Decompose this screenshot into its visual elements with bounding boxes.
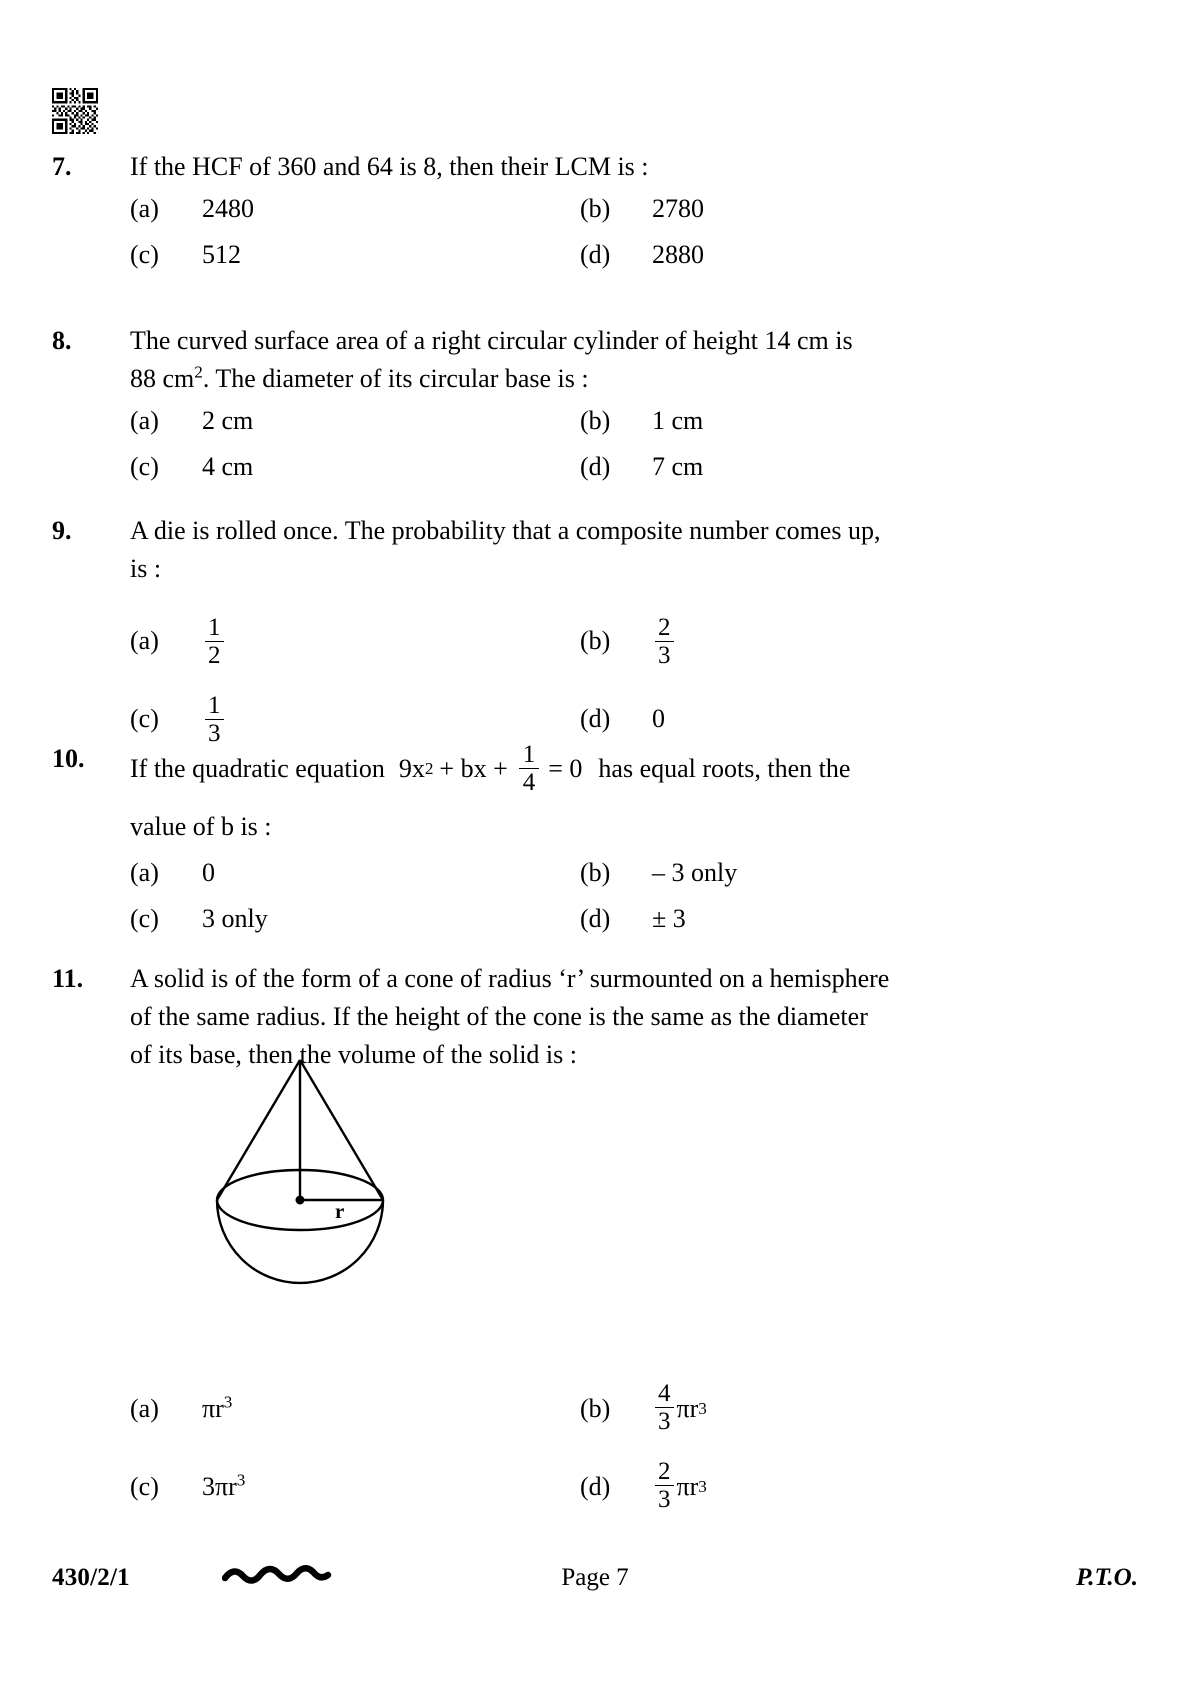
cone-on-hemisphere-diagram	[175, 1052, 425, 1297]
question-7-option-c[interactable]	[130, 232, 580, 278]
equation-lead: 9x	[398, 754, 425, 783]
fraction-four-thirds	[655, 1380, 674, 1435]
question-10-number: 10.	[52, 744, 85, 773]
option-d-key: (d)	[580, 1472, 611, 1501]
option-b-value: – 3 only	[652, 858, 738, 887]
question-10-text-line2: value of b is :	[130, 812, 272, 841]
question-10	[52, 740, 1062, 942]
numerator: 4	[658, 1379, 671, 1407]
option-d-key: (d)	[580, 704, 611, 733]
denominator: 2	[205, 641, 224, 669]
question-8-number: 8.	[52, 326, 72, 355]
denominator: 3	[655, 1485, 674, 1513]
question-7-number: 7.	[52, 152, 72, 181]
question-8-text-tail: . The diameter of its circular base is :	[202, 364, 589, 393]
page-number: Page 7	[561, 1564, 629, 1591]
equation-middle: + bx +	[439, 754, 508, 783]
question-10-option-a[interactable]	[130, 850, 580, 896]
question-9-option-a[interactable]	[130, 602, 580, 680]
page-footer	[52, 1561, 1138, 1595]
question-8-text-line1: The curved surface area of a right circular cylinder of height 14 cm is	[130, 326, 853, 355]
denominator: 3	[655, 641, 674, 669]
pto-label: P.T.O.	[1076, 1564, 1138, 1591]
option-c-value: 4 cm	[202, 452, 254, 481]
question-8	[52, 322, 1062, 490]
denominator: 4	[519, 768, 540, 796]
option-c-key: (c)	[130, 1472, 159, 1501]
option-b-key: (b)	[580, 1394, 611, 1423]
fraction-one-third	[205, 692, 224, 747]
pi-r-term: πr	[202, 1394, 224, 1423]
question-7-options	[130, 186, 1062, 278]
option-d-key: (d)	[580, 452, 611, 481]
question-9-option-b[interactable]	[580, 602, 1062, 680]
cylinder-area-value: 88 cm	[130, 364, 195, 393]
question-11-option-a[interactable]	[130, 1370, 580, 1448]
fraction-one-half	[205, 614, 224, 669]
numerator: 1	[208, 613, 221, 641]
quadratic-equation: 9x 2 + bx + $\frac{1}{4}$ = 0	[399, 740, 583, 798]
question-10-options	[130, 850, 1062, 942]
question-7	[52, 148, 1062, 278]
numerator: 1	[208, 691, 221, 719]
option-a-value: 0	[202, 858, 215, 887]
question-8-text-line2	[130, 360, 1062, 398]
option-b-value: $\frac{4}{3}$ πr 3	[652, 1370, 707, 1448]
question-11-number: 11.	[52, 964, 84, 993]
option-c-key: (c)	[130, 240, 159, 269]
question-8-option-c[interactable]	[130, 444, 580, 490]
paper-code: 430/2/1	[52, 1564, 130, 1591]
question-7-option-a[interactable]	[130, 186, 580, 232]
question-10-text-line1	[130, 740, 1062, 798]
denominator: 3	[205, 719, 224, 747]
question-9-number: 9.	[52, 516, 72, 545]
question-7-option-b[interactable]	[580, 186, 1062, 232]
denominator: 3	[655, 1407, 674, 1435]
fraction-two-thirds	[655, 1458, 674, 1513]
option-a-key: (a)	[130, 626, 159, 655]
option-b-value: 1 cm	[652, 406, 704, 435]
option-b-value	[652, 602, 677, 680]
question-10-text-pre: If the quadratic equation	[130, 754, 385, 783]
option-a-key: (a)	[130, 858, 159, 887]
question-10-option-b[interactable]	[580, 850, 1062, 896]
question-11-option-b[interactable]	[580, 1370, 1062, 1448]
option-a-value: 2480	[202, 194, 254, 223]
pi-r-term: πr	[676, 1394, 699, 1423]
option-b-value: 2780	[652, 194, 704, 223]
question-10-option-d[interactable]	[580, 896, 1062, 942]
option-c-value: 512	[202, 240, 241, 269]
pi-r-term: πr	[676, 1472, 699, 1501]
option-c-value: 3 only	[202, 904, 268, 933]
question-11-option-d[interactable]	[580, 1448, 1062, 1526]
question-9-text-line1: A die is rolled once. The probability that a composite number comes up,	[130, 516, 881, 545]
exponent: 3	[236, 1470, 246, 1490]
option-c-key: (c)	[130, 452, 159, 481]
question-9-options	[130, 602, 1062, 758]
question-8-option-b[interactable]	[580, 398, 1062, 444]
question-11-option-c[interactable]	[130, 1448, 580, 1526]
option-a-value	[202, 1370, 232, 1448]
option-d-value: 7 cm	[652, 452, 704, 481]
question-8-options	[130, 398, 1062, 490]
option-a-value	[202, 602, 227, 680]
option-b-key: (b)	[580, 626, 611, 655]
question-11-text-line2: of the same radius. If the height of the cone is the same as the diameter	[130, 1002, 868, 1031]
option-c-key: (c)	[130, 704, 159, 733]
option-a-value: 2 cm	[202, 406, 254, 435]
question-8-option-d[interactable]	[580, 444, 1062, 490]
fraction-two-thirds	[655, 614, 674, 669]
question-7-option-d[interactable]	[580, 232, 1062, 278]
option-d-value: 0	[652, 704, 665, 733]
option-d-value: $\frac{2}{3}$ πr 3	[652, 1448, 707, 1526]
question-11-options	[52, 1370, 1062, 1526]
question-9-text-line2: is :	[130, 554, 162, 583]
option-c-value	[202, 1448, 245, 1526]
question-11-text-line1: A solid is of the form of a cone of radius ‘r’ surmounted on a hemisphere	[130, 964, 890, 993]
option-d-key: (d)	[580, 904, 611, 933]
numerator: 2	[658, 613, 671, 641]
question-10-option-c[interactable]	[130, 896, 580, 942]
option-b-key: (b)	[580, 194, 611, 223]
exponent: 3	[223, 1392, 233, 1412]
numerator: 1	[522, 740, 536, 768]
option-b-key: (b)	[580, 858, 611, 887]
option-d-key: (d)	[580, 240, 611, 269]
fraction-one-fourth	[519, 741, 540, 796]
option-a-key: (a)	[130, 1394, 159, 1423]
option-d-value: ± 3	[652, 904, 686, 933]
pi-r-term: 3πr	[202, 1472, 237, 1501]
area-exponent: 2	[194, 362, 203, 382]
numerator: 2	[658, 1457, 671, 1485]
question-9	[52, 512, 1062, 758]
question-8-option-a[interactable]	[130, 398, 580, 444]
question-7-text: If the HCF of 360 and 64 is 8, then their LCM is :	[130, 152, 649, 181]
qr-code-icon	[52, 88, 98, 134]
option-b-key: (b)	[580, 406, 611, 435]
option-a-key: (a)	[130, 406, 159, 435]
equation-tail: = 0	[548, 754, 583, 783]
option-a-key: (a)	[130, 194, 159, 223]
option-c-key: (c)	[130, 904, 159, 933]
option-d-value: 2880	[652, 240, 704, 269]
question-10-text-post: has equal roots, then the	[598, 754, 851, 783]
question-11-text-line3: of its base, then the volume of the solid is :	[130, 1040, 577, 1069]
radius-label: r	[335, 1199, 345, 1223]
